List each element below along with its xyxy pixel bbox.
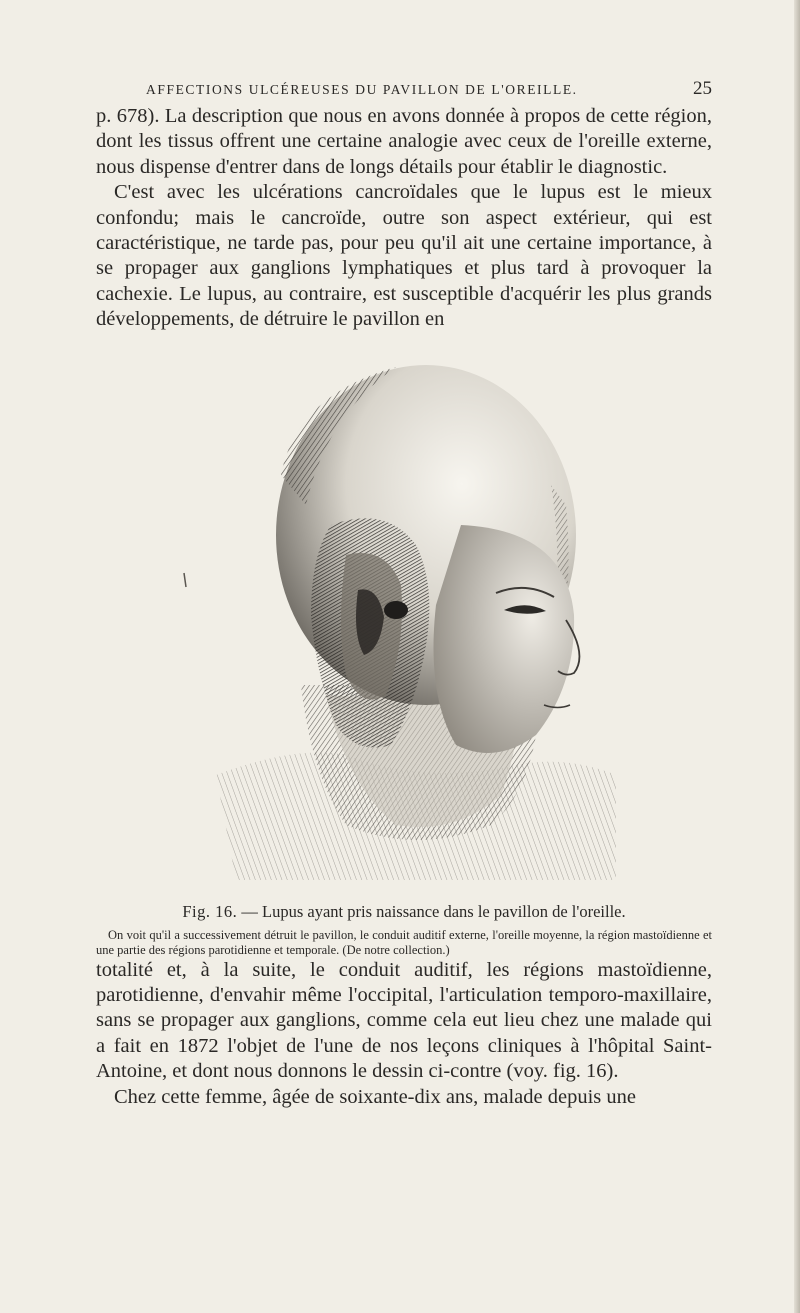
figure-label: Fig. 16. <box>182 901 238 921</box>
lupus-head-engraving <box>96 355 712 880</box>
book-page <box>96 78 712 1110</box>
running-head <box>96 78 712 104</box>
figure-legend-text: On voit qu'il a successivement détruit le pavillon, le conduit auditif externe, l'oreille moyenne, la région mastoïdienne et une partie des régions parotidienne et temporale. (De notre collection.) <box>96 927 712 957</box>
paragraph-2-text: C'est avec les ulcérations cancroïdales que le lupus est le mieux confondu; mais le cancroïde, outre son aspect extérieur, qui est caractéristique, ne tarde pas, pour peu qu'il ait une certaine importance, à se propager aux ganglions lymphatiques et plus tard à provoquer la cachexie. Le lupus, au contraire, est susceptible d'acquérir les plus grands développements, de détruire le pavillon en <box>96 181 712 331</box>
paragraph-2 <box>96 180 712 332</box>
running-title: AFFECTIONS ULCÉREUSES DU PAVILLON DE L'OREILLE. <box>146 82 578 97</box>
figure-caption <box>96 902 712 922</box>
figure-16 <box>96 355 712 880</box>
figure-caption-text: — Lupus ayant pris naissance dans le pavillon de l'oreille. <box>241 901 626 921</box>
paragraph-3-text: totalité et, à la suite, le conduit auditif, les régions mastoïdienne, parotidienne, d'envahir même l'occipital, l'articulation temporo-maxillaire, sans se propager aux ganglions, comme cela eut lieu chez une malade qui a fait en 1872 l'objet de l'une de nos leçons cliniques à l'hôpital Saint-Antoine, et dont nous donnons le dessin ci-contre (voy. fig. 16). <box>96 958 712 1083</box>
paragraph-4 <box>96 1085 712 1110</box>
paragraph-3 <box>96 958 712 1085</box>
paragraph-1 <box>96 104 712 180</box>
paragraph-4-text: Chez cette femme, âgée de soixante-dix ans, malade depuis une <box>114 1085 636 1108</box>
figure-legend <box>96 928 712 958</box>
page-edge <box>794 0 800 1313</box>
page-number: 25 <box>693 78 712 99</box>
paragraph-1-text: p. 678). La description que nous en avons donnée à propos de cette région, dont les tissus offrent une certaine analogie avec ceux de l'oreille externe, nous dispense d'entrer dans de longs détails pour établir le diagnostic. <box>96 105 712 178</box>
